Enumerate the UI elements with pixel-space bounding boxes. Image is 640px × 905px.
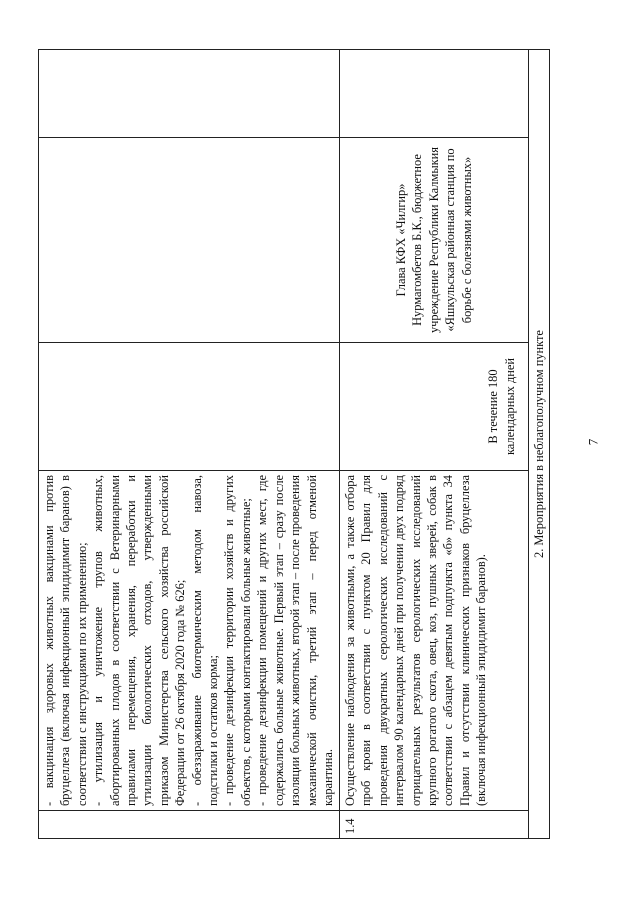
measure-paragraph: - проведение дезинфекции помещений и других мест, где содержались больные животные. Первый этап – сразу после изоляции больных животных, второй этап – после проведения механической очистки, третий этап – перед отменой карантина. [255,475,335,806]
empty-cell [39,50,340,138]
term-cell [39,343,340,471]
table-row [340,50,529,839]
measure-description-cell [39,471,340,811]
table-row [39,50,340,839]
row-number-cell: 1.4 [340,811,529,839]
responsible-cell [39,138,340,343]
empty-cell [340,50,529,138]
term-cell: В течение 180 календарных дней [340,343,529,471]
row-number-cell [39,811,340,839]
section-heading: 2. Мероприятия в неблагополучном пункте [529,50,550,839]
measure-description-cell [340,471,529,811]
responsible-cell: Глава КФХ «Чилгир» Нурмагомбетов Б.К., бюджетное учреждение Республики Калмыкия «Яшкульская районная станция по борьбе с болезнями животных» [340,138,529,343]
measure-paragraph: - проведение дезинфекции территории хозяйств и других объектов, с которыми контактировали больные животные; [222,475,253,806]
page-number: 7 [585,438,601,446]
measures-table [38,49,550,839]
measure-paragraph: - вакцинация здоровых животных вакцинами против бруцеллеза (включая инфекционный эпидидимит баранов) в соответствии с инструкциями по их применению; [42,475,89,806]
section-row [529,50,550,839]
rotated-page [38,49,546,839]
measure-paragraph: Осуществление наблюдения за животными, а также отбора проб крови в соответствии с пунктом 20 Правил для проведения двукратных серологических исследований с интервалом 90 календарных дней при получении двух подряд отрицательных результатов серологических исследований крупного рогатого скота, овец, коз, пушных зверей, собак в соответствии с абзацем девятым подпункта «б» пункта 34 Правил и отсутствии клинических признаков бруцеллеза (включая инфекционный эпидидимит баранов). [343,475,489,806]
measure-paragraph: - обеззараживание биотермическим методом навоза, подстилки и остатков корма; [189,475,221,806]
measure-paragraph: - утилизация и уничтожение трупов животных, абортированных плодов в соответствии с Ветеринарными правилами перемещения, хранения, переработки и утилизации биологических отходов, утвержденными приказом Министерства сельского хозяйства российской Федерации от 26 октября 2020 года № 626; [91,475,188,806]
